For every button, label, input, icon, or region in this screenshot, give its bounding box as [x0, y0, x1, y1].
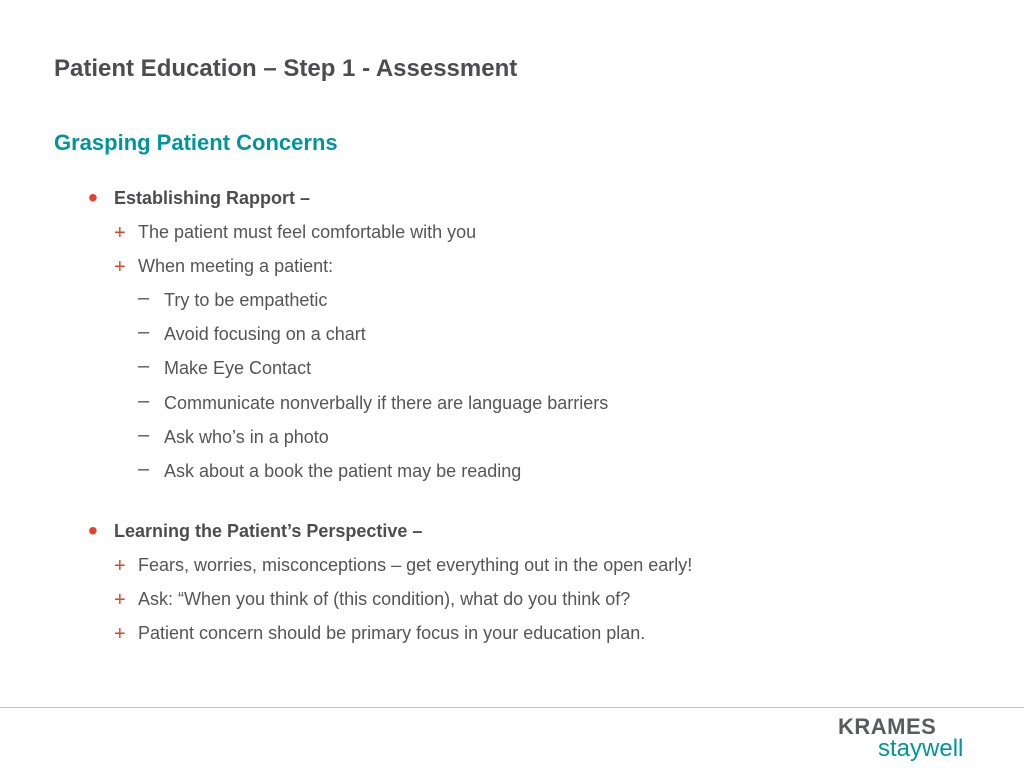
plus-marker: +: [114, 589, 126, 611]
dash-marker: –: [138, 355, 150, 377]
dash-marker: –: [138, 458, 150, 480]
dash-marker: –: [138, 390, 150, 412]
dash-marker: –: [138, 424, 150, 446]
list-item: Communicate nonverbally if there are language barriers: [164, 393, 609, 413]
slide-title: Patient Education – Step 1 - Assessment: [54, 55, 518, 82]
list-item: Try to be empathetic: [164, 290, 328, 310]
slide-subtitle: Grasping Patient Concerns: [54, 130, 338, 155]
list-item: Ask: “When you think of (this condition), what do you think of?: [138, 589, 631, 609]
footer-divider: [0, 707, 1024, 708]
list-item: When meeting a patient:: [138, 256, 334, 276]
list-item: Make Eye Contact: [164, 358, 312, 378]
section-heading-rapport: Establishing Rapport –: [114, 188, 311, 208]
list-item: Ask who’s in a photo: [164, 427, 329, 447]
logo-wordmark-staywell: staywell: [878, 735, 964, 762]
bullet-marker: •: [88, 182, 98, 213]
list-item: The patient must feel comfortable with you: [138, 222, 477, 242]
krames-staywell-logo: [838, 715, 978, 763]
list-item: Ask about a book the patient may be reading: [164, 461, 522, 481]
list-item: Patient concern should be primary focus in your education plan.: [138, 623, 646, 643]
bullet-marker: •: [88, 515, 98, 546]
logo-wordmark-krames: KRAMES: [838, 714, 937, 739]
dash-marker: –: [138, 287, 150, 309]
section-heading-perspective: Learning the Patient’s Perspective –: [114, 521, 423, 541]
list-item: Fears, worries, misconceptions – get everything out in the open early!: [138, 555, 693, 575]
dash-marker: –: [138, 321, 150, 343]
plus-marker: +: [114, 222, 126, 244]
plus-marker: +: [114, 623, 126, 645]
list-item: Avoid focusing on a chart: [164, 324, 366, 344]
plus-marker: +: [114, 555, 126, 577]
plus-marker: +: [114, 256, 126, 278]
